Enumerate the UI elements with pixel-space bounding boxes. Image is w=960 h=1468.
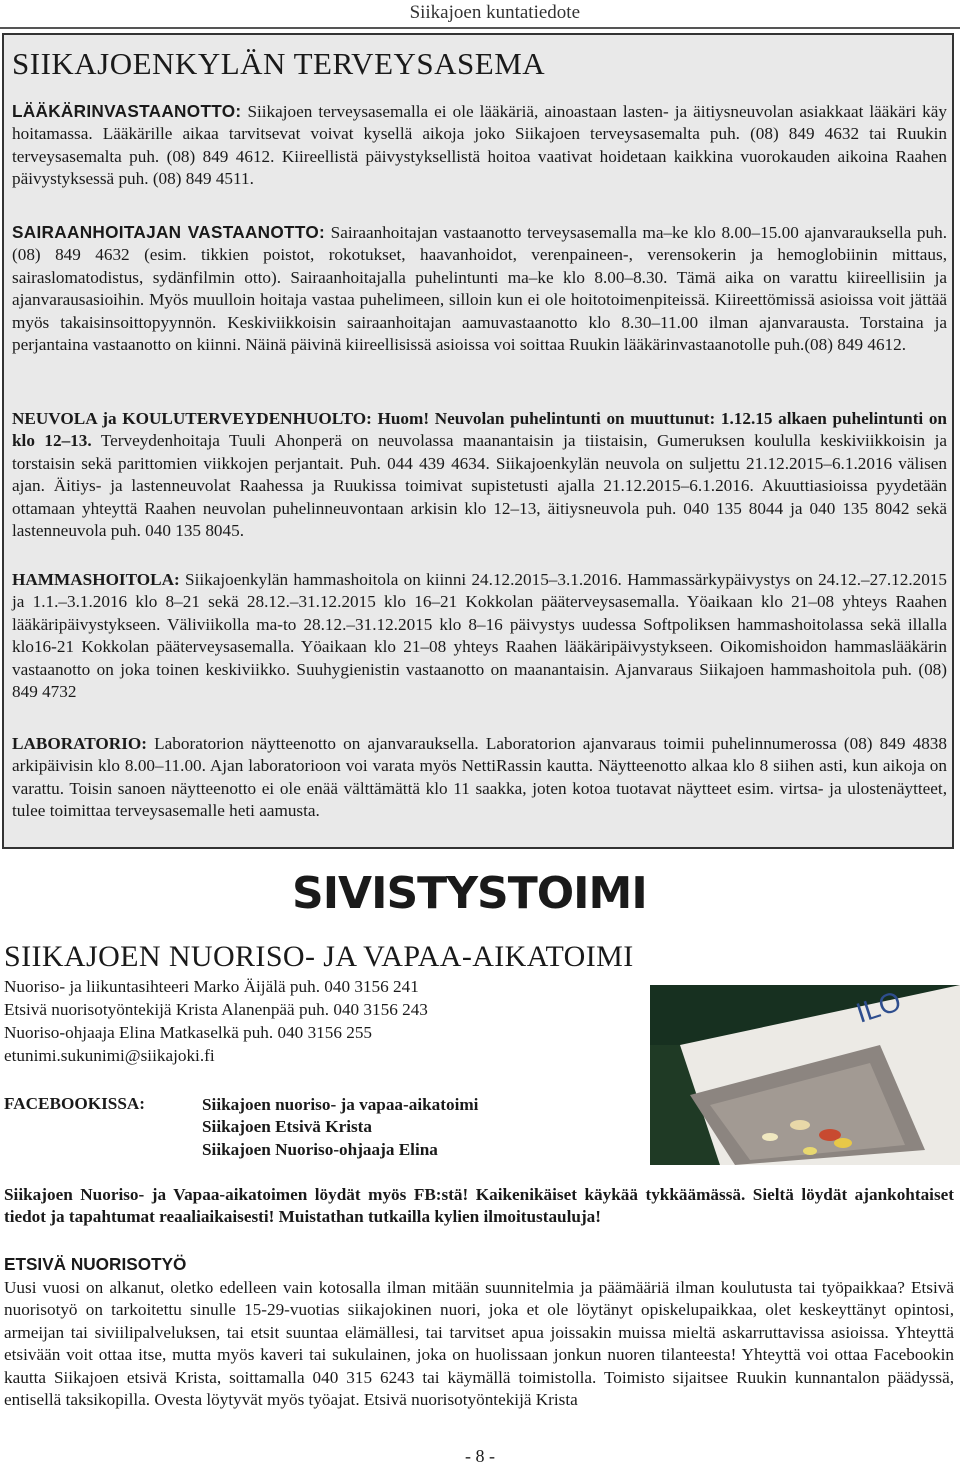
page-header bbox=[0, 0, 960, 30]
page-number: - 8 - bbox=[465, 1446, 495, 1466]
nurse-paragraph bbox=[12, 221, 947, 356]
facebook-note: Siikajoen Nuoriso- ja Vapaa-aikatoimen löydät myös FB:stä! Kaikenikäiset käykää tykkäämässä. Sieltä löydät ajankohtaiset tiedot ja tapahtumat reaaliaikaisesti! Muistathan tutkailla kylien ilmoitustauluja! bbox=[4, 1185, 954, 1227]
clinic-lead: NEUVOLA ja KOULUTERVEYDENHUOLTO: Huom! Neuvolan puhelintunti on muuttunut: 1.12.15 alkaen puhelintunti on klo 12–13. bbox=[12, 409, 947, 451]
section-heading: SIVISTYSTOIMI bbox=[292, 868, 647, 919]
lab-text: Laboratorion näytteenotto on ajanvarauksella. Laboratorion ajanvaraus toimii puhelinnumerossa (08) 849 4838 arkipäivisin klo 8.00–11.00. Ajan laboratorioon voi varata myös NettiRassin kautta. Näytteenotto alkaa klo 8 siihen asti, kun aikoja on varattu. Toisin sanoen näytteenotto ei ole enää välttämättä klo 11 saakka, joten kotoa tuotavat näytteet esim. virtsa- ja ulostenäytteet, tulee toimittaa terveysasemalle heti aamusta. bbox=[12, 734, 947, 821]
contact-line: Nuoriso-ohjaaja Elina Matkaselkä puh. 040 3156 255 bbox=[4, 1023, 373, 1042]
outreach-title: ETSIVÄ NUORISOTYÖ bbox=[4, 1254, 187, 1274]
clinic-text: Terveydenhoitaja Tuuli Ahonperä on neuvolassa maanantaisin ja tiistaisin, Gumeruksen koululla keskiviikkoisin ja torstaisin sekä parittomien viikkojen perjantait. Puh. 044 439 4634. Siikajoenkylän neuvola on suljettu 21.12.2015–6.1.2016 välisen ajan. Äitiys- ja lastenneuvolat Raahessa ja Ruukissa toimivat supistetusti ajalla 21.12.2015–6.1.2016. Akuuttiasioissa pyydetään ottamaan yhteyttä Raahen neuvolan puhelinneuvontaan arkisin klo 12–13, äitiysneuvola puh. 040 135 8044 ja 040 135 8042 sekä lastenneuvola puh. 040 135 8045. bbox=[12, 431, 947, 541]
contact-line: Etsivä nuorisotyöntekijä Krista Alanenpää puh. 040 3156 243 bbox=[4, 1000, 428, 1019]
clinic-paragraph bbox=[12, 408, 947, 542]
contact-email[interactable]: etunimi.sukunimi@siikajoki.fi bbox=[4, 1046, 215, 1065]
youth-title: SIIKAJOEN NUORISO- JA VAPAA-AIKATOIMI bbox=[4, 940, 634, 973]
facebook-link[interactable]: Siikajoen nuoriso- ja vapaa-aikatoimi bbox=[202, 1095, 479, 1114]
photo-text: ILO bbox=[852, 985, 905, 1029]
dental-paragraph bbox=[12, 569, 947, 703]
lab-paragraph bbox=[12, 733, 947, 823]
dental-text: Siikajoenkylän hammashoitola on kiinni 24.12.2015–3.1.2016. Hammassärkypäivystys on 24.12.–27.12.2015 ja 1.1.–3.1.2016 klo 8–21 sekä 28.12.–31.12.2015 klo 16–21 Kokkolan pääterveysasemalla. Yöaikaan klo 21–08 yhteys Raahen lääkäripäivystykseen. Väliviikolla ma-to 28.12.–31.12.2015 klo 8–16 päivystys uudessa Softpoliksen hammashoitolassa sekä illalla klo16-21 Kokkolan pääterveysasemalla. Yöaikaan klo 21–08 yhteys Raahen lääkäripäivystykseen. Oikomishoidon hammaslääkärin vastaanotto on joka toinen keskiviikko. Suuhygienistin vastaanotto on maanantaisin. Ajanvaraus Siikajoen hammashoitola puh. (08) 849 4732 bbox=[12, 570, 947, 702]
lab-lead: LABORATORIO: bbox=[12, 734, 147, 753]
dental-lead: HAMMASHOITOLA: bbox=[12, 570, 180, 589]
nurse-text: Sairaanhoitajan vastaanotto terveysasemalla ma–ke klo 8.00–15.00 ajanvarauksella puh.(08) 849 4632 (esim. tikkien poistot, rokotukset, haavanhoidot, verenpaineen-, verensokerin ja hemoglobiinin mittaus, sairaslomatodistus, sydänfilmin otto). Sairaanhoitajalla puhelintunti ma–ke klo 8.00–8.30. Tämä aika on varattu kiireellisiin ja ajanvarausasioihin. Myös muulloin hoitaja vastaa puhelimeen, silloin kun ei ole hoitotoimenpiteissä. Kiireettömissä asioissa voit jättää myös takaisinsoittopyynnön. Keskiviikkoisin sairaanhoitajan aamuvastaanotto klo 8.30–11.00 ilman ajanvarausta. Torstaina ja perjantaina vastaanotto on kiinni. Näinä päivinä kiireellisissä asioissa voi soittaa Ruukin lääkärinvastaanotolle puh.(08) 849 4612. bbox=[12, 223, 947, 355]
photo-ilo-sign bbox=[650, 985, 960, 1165]
header-title: Siikajoen kuntatiedote bbox=[409, 2, 580, 23]
outreach-text: Uusi vuosi on alkanut, oletko edelleen vain kotosalla ilman mitään suunnitelmia ja päämääriä ilman koulutusta tai työpaikkaa? Etsivä nuorisotyö on tarkoitettu sinulle 15-29-vuotias siikajokinen nuori, joka et ole löytänyt opiskelupaikkaa, olet keskeyttänyt opintosi, armeijan tai siviilipalveluksen, tai etsit suuntaa elämällesi, tai tarvitset apua joissakin muissa mieltä askarruttavissa asioissa. Yhteyttä etsivään voit ottaa itse, mutta myös kaveri tai sukulainen, joka on huolissaan jonkun nuoren tilanteesta! Yhteyttä voi ottaa Facebookin kautta Siikajoen etsivä Krista, soittamalla 040 315 6243 tai käymällä toimistolla. Toimisto sijaitsee Ruukin kunnantalon päädyssä, entisellä taksikopilla. Ovesta löytyvät myös työajat. Etsivä nuorisotyöntekijä Krista bbox=[4, 1278, 954, 1410]
doctor-paragraph bbox=[12, 100, 947, 191]
doctor-lead: LÄÄKÄRINVASTAANOTTO: bbox=[12, 101, 242, 121]
health-title: SIIKAJOENKYLÄN TERVEYSASEMA bbox=[12, 46, 546, 81]
facebook-link[interactable]: Siikajoen Etsivä Krista bbox=[202, 1117, 372, 1136]
contact-line: Nuoriso- ja liikuntasihteeri Marko Äijälä puh. 040 3156 241 bbox=[4, 977, 419, 996]
doctor-text: Siikajoen terveysasemalla ei ole lääkäriä, ainoastaan lasten- ja äitiysneuvolan asiakkaat lääkäri käy hoitamassa. Lääkärille aikaa tarvitsevat voivat kysellä aikoja joko Siikajoen terveysasemalta puh. (08) 849 4632 tai Ruukin terveysasemalta puh. (08) 849 4612. Kiireellistä päivystyksellistä hoitoa vaativat hoidetaan kaikkina vuorokauden aikoina Raahen päivystyksessä puh. (08) 849 4511. bbox=[12, 102, 947, 189]
facebook-link[interactable]: Siikajoen Nuoriso-ohjaaja Elina bbox=[202, 1140, 438, 1159]
nurse-lead: SAIRAANHOITAJAN VASTAANOTTO: bbox=[12, 222, 326, 242]
facebook-label: FACEBOOKISSA: bbox=[4, 1094, 146, 1113]
header-divider bbox=[0, 27, 960, 29]
